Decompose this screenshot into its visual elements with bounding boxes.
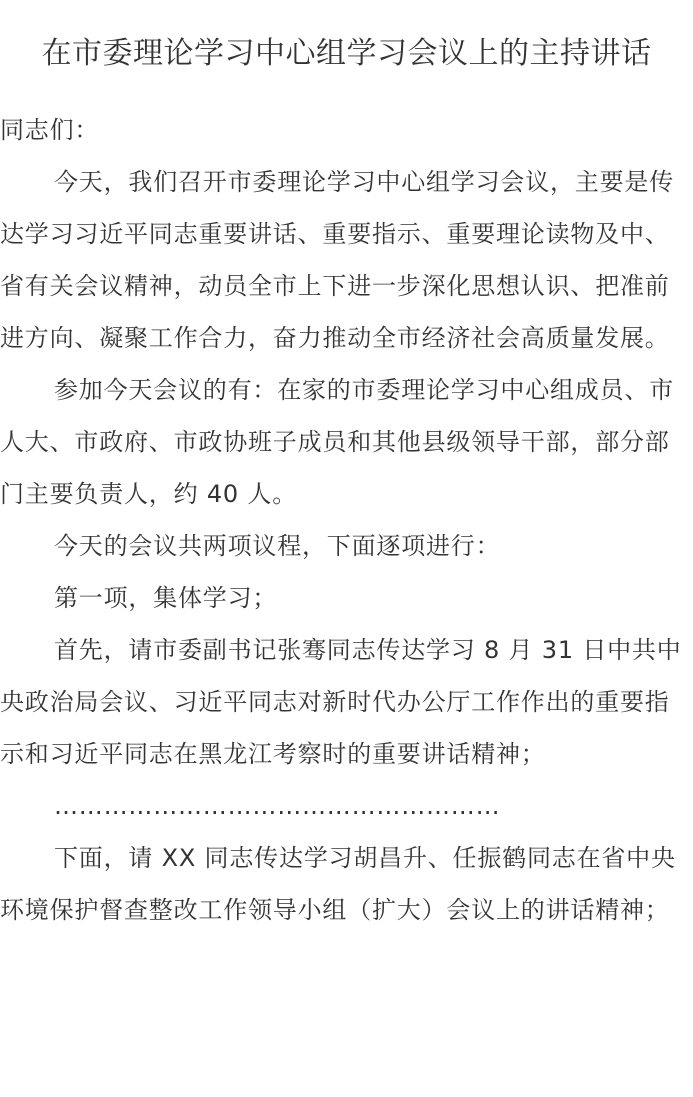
paragraph-attendees: 参加今天会议的有：在家的市委理论学习中心组成员、市人大、市政府、市政协班子成员和其他县级领导干部，部分部门主要负责人，约 40 人。 bbox=[0, 376, 674, 508]
paragraph-next-speaker: 下面，请 XX 同志传达学习胡昌升、任振鹤同志在省中央环境保护督查整改工作领导小组（扩大）会议上的讲话精神； bbox=[0, 844, 676, 924]
paragraph-item-one: 第一项，集体学习； bbox=[54, 584, 278, 612]
paragraph-ellipsis: ……………………………………………… bbox=[54, 792, 501, 820]
paragraph-agenda: 今天的会议共两项议程，下面逐项进行： bbox=[54, 532, 501, 560]
paragraph-first-speaker: 首先，请市委副书记张骞同志传达学习 8 月 31 日中共中央政治局会议、习近平同志对新时代办公厅工作作出的重要指示和习近平同志在黑龙江考察时的重要讲话精神； bbox=[0, 636, 682, 768]
paragraph-opening: 今天，我们召开市委理论学习中心组学习会议，主要是传达学习习近平同志重要讲话、重要指示、重要理论读物及中、省有关会议精神，动员全市上下进一步深化思想认识、把准前进方向、凝聚工作合力，奋力推动全市经济社会高质量发展。 bbox=[0, 168, 674, 352]
salutation: 同志们： bbox=[0, 116, 100, 144]
document-title: 在市委理论学习中心组学习会议上的主持讲话 bbox=[41, 36, 652, 71]
